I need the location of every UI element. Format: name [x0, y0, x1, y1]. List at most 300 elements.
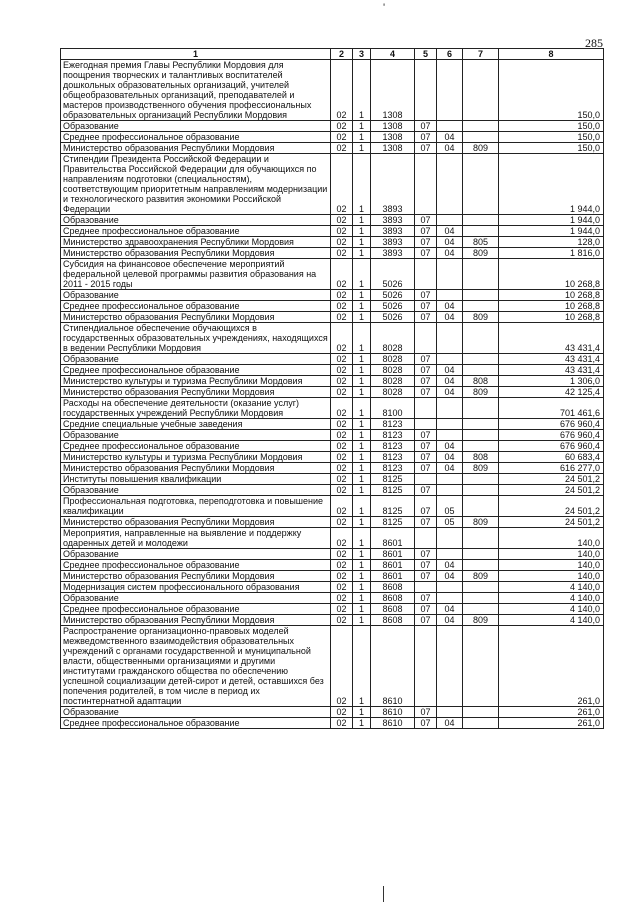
cell-code-3: 1 — [353, 560, 371, 571]
cell-code-5: 07 — [415, 485, 437, 496]
table-row — [61, 354, 604, 365]
cell-code-3: 1 — [353, 419, 371, 430]
cell-code-5: 07 — [415, 463, 437, 474]
cell-code-6: 05 — [437, 496, 463, 517]
cell-row-name: Институты повышения квалификации — [61, 474, 331, 485]
cell-amount: 616 277,0 — [499, 463, 604, 474]
cell-code-5: 07 — [415, 121, 437, 132]
cell-code-5 — [415, 323, 437, 354]
cell-row-name: Образование — [61, 485, 331, 496]
cell-code-4: 8608 — [371, 604, 415, 615]
cell-code-4: 8608 — [371, 582, 415, 593]
cell-code-7: 808 — [463, 376, 499, 387]
cell-code-2: 02 — [331, 474, 353, 485]
cell-code-7: 809 — [463, 571, 499, 582]
cell-code-6: 04 — [437, 248, 463, 259]
cell-code-2: 02 — [331, 323, 353, 354]
cell-code-2: 02 — [331, 549, 353, 560]
cell-row-name: Среднее профессиональное образование — [61, 441, 331, 452]
table-row — [61, 571, 604, 582]
cell-row-name: Среднее профессиональное образование — [61, 560, 331, 571]
cell-row-name: Модернизация систем профессионального образования — [61, 582, 331, 593]
cell-code-5 — [415, 419, 437, 430]
cell-amount: 150,0 — [499, 121, 604, 132]
cell-amount: 42 125,4 — [499, 387, 604, 398]
cell-code-4: 8125 — [371, 496, 415, 517]
cell-code-7 — [463, 365, 499, 376]
cell-code-6: 04 — [437, 571, 463, 582]
cell-code-3: 1 — [353, 215, 371, 226]
cell-row-name: Расходы на обеспечение деятельности (оказание услуг) государственных учреждений Республики Мордовия — [61, 398, 331, 419]
cell-code-7 — [463, 226, 499, 237]
cell-code-7: 809 — [463, 312, 499, 323]
cell-code-6 — [437, 215, 463, 226]
cell-amount: 1 816,0 — [499, 248, 604, 259]
cell-row-name: Образование — [61, 215, 331, 226]
table-row — [61, 365, 604, 376]
cell-code-2: 02 — [331, 259, 353, 290]
cell-code-5: 07 — [415, 365, 437, 376]
cell-amount: 676 960,4 — [499, 441, 604, 452]
cell-code-2: 02 — [331, 154, 353, 215]
cell-row-name: Стипендиальное обеспечение обучающихся в государственных образовательных учреждениях, находящихся в ведении Республики Мордовия — [61, 323, 331, 354]
cell-amount: 261,0 — [499, 707, 604, 718]
cell-code-4: 8028 — [371, 365, 415, 376]
cell-amount: 261,0 — [499, 626, 604, 707]
cell-code-7: 809 — [463, 387, 499, 398]
cell-code-4: 8123 — [371, 441, 415, 452]
cell-code-3: 1 — [353, 387, 371, 398]
cell-code-5: 07 — [415, 604, 437, 615]
cell-amount: 43 431,4 — [499, 323, 604, 354]
cell-code-6: 04 — [437, 301, 463, 312]
cell-code-2: 02 — [331, 248, 353, 259]
cell-row-name: Образование — [61, 354, 331, 365]
cell-row-name: Среднее профессиональное образование — [61, 365, 331, 376]
cell-code-3: 1 — [353, 626, 371, 707]
cell-code-7 — [463, 718, 499, 729]
cell-code-6: 04 — [437, 365, 463, 376]
cell-code-6 — [437, 419, 463, 430]
cell-code-2: 02 — [331, 593, 353, 604]
cell-code-6: 04 — [437, 237, 463, 248]
cell-code-5 — [415, 60, 437, 121]
page-number: 285 — [585, 36, 603, 50]
cell-code-4: 8601 — [371, 549, 415, 560]
cell-code-6 — [437, 549, 463, 560]
cell-code-7 — [463, 485, 499, 496]
cell-amount: 676 960,4 — [499, 430, 604, 441]
cell-row-name: Министерство культуры и туризма Республики Мордовия — [61, 376, 331, 387]
cell-code-5: 07 — [415, 615, 437, 626]
cell-code-2: 02 — [331, 528, 353, 549]
cell-code-6 — [437, 707, 463, 718]
cell-code-3: 1 — [353, 237, 371, 248]
cell-code-5: 07 — [415, 312, 437, 323]
cell-code-6: 04 — [437, 718, 463, 729]
cell-code-2: 02 — [331, 560, 353, 571]
cell-code-2: 02 — [331, 430, 353, 441]
cell-code-6: 04 — [437, 452, 463, 463]
cell-row-name: Мероприятия, направленные на выявление и поддержку одаренных детей и молодежи — [61, 528, 331, 549]
cell-code-6 — [437, 626, 463, 707]
cell-code-3: 1 — [353, 549, 371, 560]
cell-code-3: 1 — [353, 528, 371, 549]
table-row — [61, 259, 604, 290]
cell-code-5: 07 — [415, 718, 437, 729]
cell-code-7: 809 — [463, 517, 499, 528]
cell-code-7 — [463, 474, 499, 485]
table-row — [61, 419, 604, 430]
cell-code-4: 8601 — [371, 528, 415, 549]
cell-code-6: 04 — [437, 387, 463, 398]
table-row — [61, 398, 604, 419]
cell-code-5: 07 — [415, 549, 437, 560]
header-cell: 3 — [353, 49, 371, 60]
cell-code-7 — [463, 560, 499, 571]
header-cell: 8 — [499, 49, 604, 60]
cell-code-5: 07 — [415, 215, 437, 226]
cell-code-3: 1 — [353, 441, 371, 452]
cell-code-2: 02 — [331, 571, 353, 582]
cell-code-5: 07 — [415, 430, 437, 441]
cell-code-6 — [437, 474, 463, 485]
cell-code-5 — [415, 626, 437, 707]
table-row — [61, 718, 604, 729]
cell-code-4: 8608 — [371, 593, 415, 604]
table-row — [61, 441, 604, 452]
header-cell: 7 — [463, 49, 499, 60]
cell-amount: 1 306,0 — [499, 376, 604, 387]
cell-code-5 — [415, 474, 437, 485]
cell-code-7 — [463, 398, 499, 419]
cell-code-5: 07 — [415, 517, 437, 528]
cell-code-5: 07 — [415, 571, 437, 582]
cell-code-3: 1 — [353, 496, 371, 517]
cell-row-name: Профессиональная подготовка, переподготовка и повышение квалификации — [61, 496, 331, 517]
cell-code-5: 07 — [415, 387, 437, 398]
cell-code-2: 02 — [331, 365, 353, 376]
cell-code-5: 07 — [415, 496, 437, 517]
cell-code-7: 808 — [463, 452, 499, 463]
cell-code-7: 809 — [463, 463, 499, 474]
cell-code-7 — [463, 259, 499, 290]
cell-amount: 43 431,4 — [499, 365, 604, 376]
cell-code-3: 1 — [353, 301, 371, 312]
cell-code-3: 1 — [353, 582, 371, 593]
header-cell: 6 — [437, 49, 463, 60]
cell-amount: 150,0 — [499, 60, 604, 121]
cell-code-2: 02 — [331, 419, 353, 430]
cell-code-2: 02 — [331, 121, 353, 132]
cell-code-3: 1 — [353, 398, 371, 419]
cell-row-name: Образование — [61, 290, 331, 301]
table-row — [61, 154, 604, 215]
cell-code-5: 07 — [415, 376, 437, 387]
cell-code-6 — [437, 323, 463, 354]
cell-code-4: 1308 — [371, 121, 415, 132]
cell-code-7 — [463, 430, 499, 441]
cell-amount: 1 944,0 — [499, 226, 604, 237]
cell-amount: 1 944,0 — [499, 215, 604, 226]
cell-code-4: 3893 — [371, 226, 415, 237]
cell-row-name: Министерство культуры и туризма Республики Мордовия — [61, 452, 331, 463]
cell-row-name: Образование — [61, 593, 331, 604]
cell-code-5: 07 — [415, 560, 437, 571]
cell-code-4: 8610 — [371, 707, 415, 718]
cell-row-name: Образование — [61, 430, 331, 441]
cell-row-name: Среднее профессиональное образование — [61, 604, 331, 615]
cell-code-2: 02 — [331, 132, 353, 143]
cell-code-4: 5026 — [371, 259, 415, 290]
page-bottom-mark — [383, 886, 384, 902]
cell-code-4: 8125 — [371, 485, 415, 496]
cell-code-4: 3893 — [371, 154, 415, 215]
cell-amount: 24 501,2 — [499, 485, 604, 496]
table-row — [61, 474, 604, 485]
cell-amount: 24 501,2 — [499, 517, 604, 528]
cell-row-name: Распространение организационно-правовых моделей межведомственного взаимодействия образовательных учреждений с органами государственной и муниципальной власти, общественными организациями и другими институтами гражданского общества по обеспечению успешной социализации детей-сирот и детей, оставшихся без попечения родителей, в том числе в период их постинтернатной адаптации — [61, 626, 331, 707]
cell-code-5 — [415, 259, 437, 290]
cell-code-7: 809 — [463, 143, 499, 154]
cell-code-2: 02 — [331, 226, 353, 237]
header-cell: 2 — [331, 49, 353, 60]
cell-code-2: 02 — [331, 441, 353, 452]
cell-code-5 — [415, 398, 437, 419]
cell-code-2: 02 — [331, 398, 353, 419]
table-row — [61, 560, 604, 571]
cell-code-3: 1 — [353, 593, 371, 604]
cell-code-7 — [463, 707, 499, 718]
cell-code-5: 07 — [415, 143, 437, 154]
cell-code-7 — [463, 290, 499, 301]
table-row — [61, 452, 604, 463]
cell-code-5: 07 — [415, 301, 437, 312]
cell-amount: 10 268,8 — [499, 290, 604, 301]
table-row — [61, 615, 604, 626]
cell-code-2: 02 — [331, 626, 353, 707]
cell-amount: 140,0 — [499, 549, 604, 560]
cell-code-4: 3893 — [371, 248, 415, 259]
cell-row-name: Министерство образования Республики Мордовия — [61, 312, 331, 323]
cell-row-name: Субсидия на финансовое обеспечение мероприятий федеральной целевой программы развития образования на 2011 - 2015 годы — [61, 259, 331, 290]
cell-code-4: 8608 — [371, 615, 415, 626]
cell-code-6: 05 — [437, 517, 463, 528]
cell-code-2: 02 — [331, 718, 353, 729]
table-row — [61, 707, 604, 718]
cell-code-6: 04 — [437, 226, 463, 237]
table-row — [61, 582, 604, 593]
cell-code-6 — [437, 290, 463, 301]
cell-code-6: 04 — [437, 615, 463, 626]
cell-code-3: 1 — [353, 248, 371, 259]
cell-code-6: 04 — [437, 312, 463, 323]
cell-code-4: 8123 — [371, 463, 415, 474]
cell-amount: 24 501,2 — [499, 496, 604, 517]
cell-code-2: 02 — [331, 463, 353, 474]
table-row — [61, 237, 604, 248]
cell-code-2: 02 — [331, 60, 353, 121]
table-row — [61, 312, 604, 323]
table-row — [61, 215, 604, 226]
cell-row-name: Средние специальные учебные заведения — [61, 419, 331, 430]
cell-row-name: Образование — [61, 121, 331, 132]
cell-code-2: 02 — [331, 354, 353, 365]
cell-code-4: 5026 — [371, 290, 415, 301]
cell-code-2: 02 — [331, 615, 353, 626]
cell-code-7: 809 — [463, 615, 499, 626]
cell-code-2: 02 — [331, 237, 353, 248]
cell-code-7 — [463, 354, 499, 365]
cell-row-name: Среднее профессиональное образование — [61, 226, 331, 237]
cell-code-5: 07 — [415, 593, 437, 604]
cell-code-7 — [463, 528, 499, 549]
cell-amount: 1 944,0 — [499, 154, 604, 215]
cell-code-6 — [437, 528, 463, 549]
cell-code-3: 1 — [353, 707, 371, 718]
cell-code-7 — [463, 549, 499, 560]
cell-code-3: 1 — [353, 517, 371, 528]
cell-code-3: 1 — [353, 259, 371, 290]
cell-row-name: Образование — [61, 549, 331, 560]
cell-code-3: 1 — [353, 376, 371, 387]
cell-code-4: 8028 — [371, 323, 415, 354]
cell-code-7 — [463, 215, 499, 226]
cell-amount: 4 140,0 — [499, 593, 604, 604]
cell-row-name: Министерство образования Республики Мордовия — [61, 571, 331, 582]
table-row — [61, 226, 604, 237]
cell-code-7: 809 — [463, 248, 499, 259]
cell-code-5 — [415, 154, 437, 215]
cell-code-4: 5026 — [371, 301, 415, 312]
cell-row-name: Министерство образования Республики Мордовия — [61, 615, 331, 626]
cell-code-3: 1 — [353, 226, 371, 237]
cell-code-6 — [437, 259, 463, 290]
cell-code-6: 04 — [437, 132, 463, 143]
cell-row-name: Министерство образования Республики Мордовия — [61, 387, 331, 398]
cell-row-name: Министерство образования Республики Мордовия — [61, 517, 331, 528]
cell-code-7 — [463, 626, 499, 707]
cell-code-3: 1 — [353, 290, 371, 301]
cell-code-4: 1308 — [371, 60, 415, 121]
cell-code-7 — [463, 593, 499, 604]
cell-code-3: 1 — [353, 430, 371, 441]
cell-code-6: 04 — [437, 604, 463, 615]
cell-row-name: Министерство здравоохранения Республики Мордовия — [61, 237, 331, 248]
cell-code-4: 8028 — [371, 376, 415, 387]
cell-amount: 10 268,8 — [499, 312, 604, 323]
cell-code-2: 02 — [331, 290, 353, 301]
cell-code-3: 1 — [353, 718, 371, 729]
cell-code-7 — [463, 60, 499, 121]
cell-code-6 — [437, 582, 463, 593]
cell-code-5 — [415, 528, 437, 549]
cell-code-4: 8610 — [371, 626, 415, 707]
cell-amount: 701 461,6 — [499, 398, 604, 419]
cell-code-4: 8125 — [371, 474, 415, 485]
cell-code-3: 1 — [353, 615, 371, 626]
cell-code-5: 07 — [415, 452, 437, 463]
cell-code-4: 8601 — [371, 560, 415, 571]
cell-code-6 — [437, 354, 463, 365]
cell-code-4: 8123 — [371, 430, 415, 441]
cell-code-2: 02 — [331, 452, 353, 463]
cell-code-2: 02 — [331, 582, 353, 593]
table-row — [61, 549, 604, 560]
cell-code-7: 805 — [463, 237, 499, 248]
cell-code-4: 8601 — [371, 571, 415, 582]
cell-code-6 — [437, 154, 463, 215]
cell-code-6 — [437, 121, 463, 132]
cell-code-5: 07 — [415, 132, 437, 143]
cell-row-name: Среднее профессиональное образование — [61, 301, 331, 312]
cell-code-4: 3893 — [371, 215, 415, 226]
cell-amount: 43 431,4 — [499, 354, 604, 365]
cell-code-2: 02 — [331, 517, 353, 528]
cell-code-4: 8028 — [371, 354, 415, 365]
cell-row-name: Министерство образования Республики Мордовия — [61, 463, 331, 474]
budget-table — [60, 48, 604, 729]
cell-code-3: 1 — [353, 60, 371, 121]
table-row — [61, 387, 604, 398]
cell-code-2: 02 — [331, 312, 353, 323]
cell-code-7 — [463, 604, 499, 615]
cell-code-3: 1 — [353, 604, 371, 615]
cell-code-2: 02 — [331, 604, 353, 615]
cell-code-6 — [437, 430, 463, 441]
table-row — [61, 132, 604, 143]
table-row — [61, 528, 604, 549]
cell-code-7 — [463, 441, 499, 452]
cell-code-4: 8100 — [371, 398, 415, 419]
cell-code-4: 5026 — [371, 312, 415, 323]
cell-code-6 — [437, 60, 463, 121]
header-cell: 4 — [371, 49, 415, 60]
cell-code-6: 04 — [437, 441, 463, 452]
cell-code-4: 8028 — [371, 387, 415, 398]
cell-amount: 128,0 — [499, 237, 604, 248]
cell-code-4: 1308 — [371, 132, 415, 143]
table-row — [61, 496, 604, 517]
cell-amount: 676 960,4 — [499, 419, 604, 430]
cell-code-7 — [463, 132, 499, 143]
cell-code-6 — [437, 593, 463, 604]
table-row — [61, 290, 604, 301]
cell-amount: 140,0 — [499, 560, 604, 571]
cell-row-name: Министерство образования Республики Мордовия — [61, 248, 331, 259]
cell-code-2: 02 — [331, 301, 353, 312]
cell-code-7 — [463, 582, 499, 593]
cell-amount: 140,0 — [499, 571, 604, 582]
cell-code-6: 04 — [437, 143, 463, 154]
page-mark: ' — [383, 2, 386, 14]
table-row — [61, 463, 604, 474]
cell-code-7 — [463, 301, 499, 312]
cell-code-3: 1 — [353, 154, 371, 215]
cell-code-5: 07 — [415, 248, 437, 259]
table-row — [61, 604, 604, 615]
cell-code-4: 8125 — [371, 517, 415, 528]
cell-code-6: 04 — [437, 376, 463, 387]
table-row — [61, 301, 604, 312]
cell-code-6: 04 — [437, 560, 463, 571]
table-row — [61, 248, 604, 259]
table-row — [61, 626, 604, 707]
cell-code-2: 02 — [331, 496, 353, 517]
cell-code-7 — [463, 419, 499, 430]
header-cell: 5 — [415, 49, 437, 60]
table-row — [61, 60, 604, 121]
